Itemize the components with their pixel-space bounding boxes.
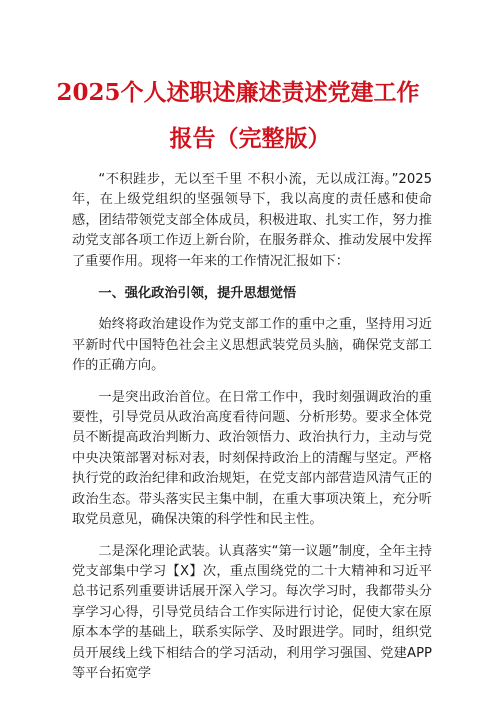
section-heading-1: 一、强化政治引领，提升思想觉悟 (98, 286, 297, 302)
intro-paragraph: “不积跬步，无以至千里 不积小流，无以成江海。”2025年，在上级党组织的坚强领导下，我以高度的责任感和使命感，团结带领党支部全体成员，积极进取、扎实工作，努力推动党支部各项工作迈上新台阶，在服务群众、推动发展中发挥了重要作用。现将一年来的工作情况汇报如下： (72, 172, 432, 269)
section-1-lead-paragraph: 始终将政治建设作为党支部工作的重中之重，坚持用习近平新时代中国特色社会主义思想武装党员头脑，确保党支部工作的正确方向。 (72, 317, 432, 374)
point-1-paragraph: 一是突出政治首位。在日常工作中，我时刻强调政治的重要性，引导党员从政治高度看待问题、分析形势。要求全体党员不断提高政治判断力、政治领悟力、政治执行力，主动与党中央决策部署对标对表，时刻保持政治上的清醒与坚定。严格执行党的政治纪律和政治规矩，在党支部内部营造风清气正的政治生态。带头落实民主集中制，在重大事项决策上，充分听取党员意见，确保决策的科学性和民主性。 (72, 389, 432, 528)
document-body (72, 170, 432, 684)
point-2-paragraph: 二是深化理论武装。认真落实“第一议题”制度，全年主持党支部集中学习【X】次，重点围绕党的二十大精神和习近平总书记系列重要讲话展开深入学习。每次学习时，我都带头分享学习心得，引导党员结合工作实际进行讨论，促使大家在原原本本学的基础上，联系实际学、及时跟进学。同时，组织党员开展线上线下相结合的学习活动，利用学习强国、党建APP等平台拓宽学 (72, 543, 432, 681)
document-title-line-2: 报告（完整版） (169, 125, 331, 152)
document-title-line-1: 2025个人述职述廉述责述党建工作 (56, 79, 420, 106)
